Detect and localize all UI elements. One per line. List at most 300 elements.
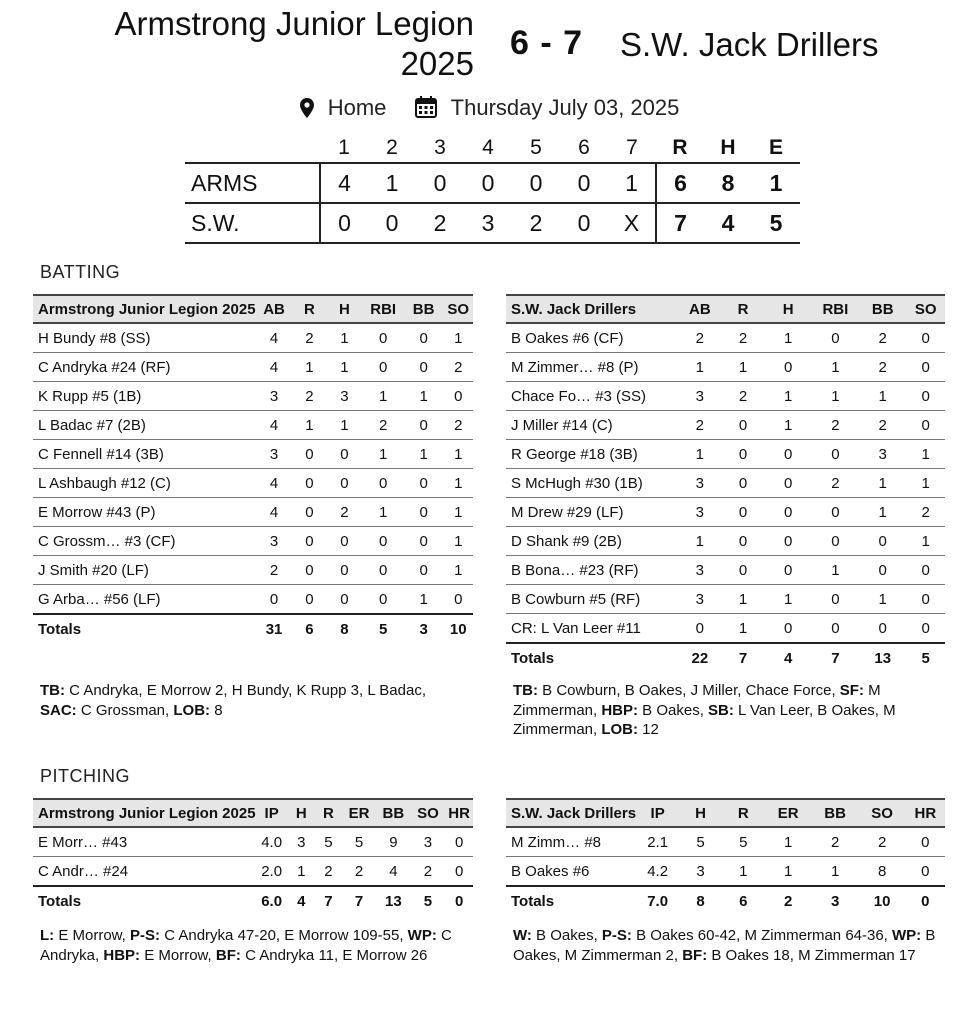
stat-cell: 0 <box>445 827 473 857</box>
linescore-col: 3 <box>434 136 446 159</box>
stat-cell: 5 <box>679 827 722 857</box>
stat-cell: 4 <box>376 857 411 887</box>
totals-label: Totals <box>33 886 256 915</box>
stat-cell: 1 <box>722 353 765 382</box>
column-header: SO <box>444 295 474 323</box>
table-row <box>33 469 473 498</box>
stat-cell: 1 <box>404 585 444 615</box>
table-row <box>33 382 473 411</box>
note-text: B Oakes 60-42, M Zimmerman 64-36, <box>631 927 893 944</box>
note-text: B Oakes, M Zimmerman 2, <box>513 927 936 964</box>
linescore-col: 1 <box>338 136 350 159</box>
stat-cell: 3 <box>256 527 293 556</box>
stat-cell: 1 <box>363 498 404 527</box>
stat-cell: 0 <box>293 585 327 615</box>
total-cell: 10 <box>859 886 906 915</box>
inning-score: 0 <box>368 203 416 243</box>
stat-cell: 8 <box>859 857 906 887</box>
table-row <box>506 440 945 469</box>
inning-score: 4 <box>320 163 368 203</box>
stat-cell: 2 <box>678 411 721 440</box>
table-row <box>33 585 473 615</box>
note-text: M Zimmerman, <box>513 682 881 719</box>
note-text: 8 <box>210 701 223 719</box>
total-cell: 0 <box>906 886 945 915</box>
table-header-row <box>506 295 945 323</box>
stat-cell: 2 <box>906 498 945 527</box>
note-label: HBP: <box>601 701 639 719</box>
note-label: TB: <box>40 682 65 699</box>
stat-cell: 3 <box>678 382 721 411</box>
team-name-header: Armstrong Junior Legion 2025 <box>33 295 256 323</box>
table-header-row <box>506 799 945 827</box>
column-header: ER <box>765 799 812 827</box>
linescore-col-runs: R <box>672 136 688 159</box>
stat-cell: 0 <box>678 614 721 644</box>
stat-cell: 1 <box>444 556 474 585</box>
stat-cell: 3 <box>256 382 293 411</box>
column-header: R <box>315 799 342 827</box>
inning-score: 0 <box>416 163 464 203</box>
column-header: RBI <box>812 295 859 323</box>
table-row <box>506 857 945 887</box>
total-cell: 4 <box>288 886 315 915</box>
player-name: J Miller #14 (C) <box>506 411 678 440</box>
inning-score: 0 <box>560 203 608 243</box>
stat-cell: 1 <box>404 382 444 411</box>
note-label: TB: <box>513 682 538 699</box>
linescore-team: S.W. <box>185 203 320 243</box>
table-row <box>506 411 945 440</box>
stat-cell: 1 <box>326 411 362 440</box>
stat-cell: 2.1 <box>636 827 679 857</box>
inning-score: 0 <box>512 163 560 203</box>
team-name-header: S.W. Jack Drillers <box>506 295 678 323</box>
totals-row <box>33 614 473 643</box>
note-text: C Andryka, <box>40 927 452 964</box>
total-cell: 13 <box>859 643 906 672</box>
table-row <box>33 527 473 556</box>
stat-cell: 0 <box>444 382 474 411</box>
player-name: B Oakes #6 (CF) <box>506 323 678 353</box>
linescore-row <box>185 163 800 203</box>
total-cell: 5 <box>906 643 945 672</box>
stat-cell: 2 <box>678 323 721 353</box>
game-meta <box>0 94 979 121</box>
column-header: SO <box>411 799 446 827</box>
player-name: M Zimmer… #8 (P) <box>506 353 678 382</box>
stat-cell: 1 <box>765 382 812 411</box>
table-row <box>506 498 945 527</box>
total-runs: 6 <box>656 163 704 203</box>
player-name: M Drew #29 (LF) <box>506 498 678 527</box>
stat-cell: 0 <box>444 585 474 615</box>
column-header: BB <box>404 295 444 323</box>
stat-cell: 2 <box>315 857 342 887</box>
stat-cell: 0 <box>722 411 765 440</box>
note-label: P-S: <box>130 927 161 944</box>
stat-cell: 3 <box>678 556 721 585</box>
player-name: G Arba… #56 (LF) <box>33 585 256 615</box>
stat-cell: 2 <box>722 323 765 353</box>
table-row <box>33 411 473 440</box>
column-header: SO <box>859 799 906 827</box>
total-cell: 6 <box>722 886 765 915</box>
stat-cell: 0 <box>293 469 327 498</box>
stat-cell: 0 <box>765 469 812 498</box>
player-name: C Andr… #24 <box>33 857 256 887</box>
total-cell: 7.0 <box>636 886 679 915</box>
table-row <box>506 323 945 353</box>
table-row <box>506 353 945 382</box>
stat-cell: 0 <box>906 382 945 411</box>
stat-cell: 0 <box>765 614 812 644</box>
note-text: E Morrow, <box>140 946 216 964</box>
stat-cell: 3 <box>859 440 906 469</box>
note-label: HBP: <box>103 946 141 964</box>
note-label: WP: <box>892 927 922 944</box>
player-name: R George #18 (3B) <box>506 440 678 469</box>
stat-cell: 0 <box>326 469 362 498</box>
stat-cell: 1 <box>678 440 721 469</box>
stat-cell: 4 <box>256 323 293 353</box>
column-header: H <box>326 295 362 323</box>
player-name: K Rupp #5 (1B) <box>33 382 256 411</box>
stat-cell: 0 <box>445 857 473 887</box>
total-cell: 31 <box>256 614 293 643</box>
stat-cell: 1 <box>765 323 812 353</box>
stat-cell: 0 <box>363 469 404 498</box>
table-row <box>33 323 473 353</box>
stat-cell: 0 <box>906 827 945 857</box>
note-text: C Andryka 47-20, E Morrow 109-55, <box>160 927 408 944</box>
linescore-team: ARMS <box>185 163 320 203</box>
stat-cell: 1 <box>722 614 765 644</box>
stat-cell: 4.0 <box>256 827 288 857</box>
stat-cell: 2 <box>859 353 906 382</box>
linescore-col: 7 <box>626 136 638 159</box>
player-name: L Ashbaugh #12 (C) <box>33 469 256 498</box>
stat-cell: 2 <box>293 323 327 353</box>
total-cell: 4 <box>765 643 812 672</box>
column-header: IP <box>256 799 288 827</box>
column-header: BB <box>859 295 906 323</box>
stat-cell: 0 <box>404 323 444 353</box>
total-cell: 7 <box>722 643 765 672</box>
note-label: LOB: <box>173 701 211 719</box>
stat-cell: 0 <box>906 556 945 585</box>
stat-cell: 2 <box>859 827 906 857</box>
column-header: IP <box>636 799 679 827</box>
table-row <box>506 382 945 411</box>
totals-row <box>506 643 945 672</box>
note-label: SB: <box>708 701 734 719</box>
table-row <box>33 353 473 382</box>
note-label: LOB: <box>601 721 639 738</box>
stat-cell: 0 <box>859 614 906 644</box>
batting-section-title: BATTING <box>40 262 121 282</box>
stat-cell: 1 <box>444 469 474 498</box>
stat-cell: 0 <box>722 440 765 469</box>
total-cell: 6.0 <box>256 886 288 915</box>
player-name: B Oakes #6 <box>506 857 636 887</box>
stat-cell: 0 <box>404 498 444 527</box>
stat-cell: 0 <box>293 440 327 469</box>
stat-cell: 3 <box>679 857 722 887</box>
stat-cell: 0 <box>812 323 859 353</box>
linescore-table <box>185 134 800 244</box>
stat-cell: 0 <box>906 614 945 644</box>
player-name: C Andryka #24 (RF) <box>33 353 256 382</box>
note-text: B Cowburn, B Oakes, J Miller, Chace Force, <box>538 682 840 699</box>
final-score: 6 - 7 <box>510 24 584 62</box>
table-row <box>506 827 945 857</box>
total-hits: 4 <box>704 203 752 243</box>
stat-cell: 0 <box>812 498 859 527</box>
map-pin-icon <box>300 95 314 121</box>
stat-cell: 1 <box>906 527 945 556</box>
player-name: Chace Fo… #3 (SS) <box>506 382 678 411</box>
stat-cell: 1 <box>444 498 474 527</box>
linescore-header <box>185 134 800 163</box>
total-cell: 2 <box>765 886 812 915</box>
stat-cell: 0 <box>363 585 404 615</box>
stat-cell: 0 <box>326 585 362 615</box>
stat-cell: 0 <box>765 498 812 527</box>
total-cell: 7 <box>342 886 376 915</box>
total-runs: 7 <box>656 203 704 243</box>
column-header: H <box>288 799 315 827</box>
stat-cell: 2 <box>363 411 404 440</box>
batting-table-away <box>506 294 945 672</box>
stat-cell: 1 <box>859 498 906 527</box>
stat-cell: 0 <box>765 353 812 382</box>
stat-cell: 2 <box>722 382 765 411</box>
stat-cell: 4 <box>256 498 293 527</box>
inning-score: 1 <box>608 163 656 203</box>
location-label: Home <box>327 95 387 121</box>
note-text: C Andryka, E Morrow 2, H Bundy, K Rupp 3, L Badac, <box>65 682 427 699</box>
stat-cell: 0 <box>363 353 404 382</box>
total-cell: 3 <box>812 886 859 915</box>
stat-cell: 0 <box>906 323 945 353</box>
note-label: SAC: <box>40 701 77 719</box>
stat-cell: 0 <box>812 614 859 644</box>
column-header: BB <box>812 799 859 827</box>
player-name: E Morr… #43 <box>33 827 256 857</box>
stat-cell: 0 <box>256 585 293 615</box>
stat-cell: 5 <box>315 827 342 857</box>
note-label: W: <box>513 927 532 944</box>
stat-cell: 0 <box>722 498 765 527</box>
stat-cell: 1 <box>293 353 327 382</box>
total-cell: 8 <box>326 614 362 643</box>
player-name: B Bona… #23 (RF) <box>506 556 678 585</box>
stat-cell: 0 <box>363 323 404 353</box>
total-cell: 10 <box>444 614 474 643</box>
player-name: C Grossm… #3 (CF) <box>33 527 256 556</box>
column-header: H <box>679 799 722 827</box>
player-name: E Morrow #43 (P) <box>33 498 256 527</box>
inning-score: 0 <box>320 203 368 243</box>
column-header: R <box>722 295 765 323</box>
note-label: P-S: <box>601 927 632 944</box>
stat-cell: 1 <box>678 527 721 556</box>
player-name: B Cowburn #5 (RF) <box>506 585 678 614</box>
team-name-header: Armstrong Junior Legion 2025 <box>33 799 256 827</box>
stat-cell: 1 <box>363 440 404 469</box>
stat-cell: 0 <box>326 440 362 469</box>
stat-cell: 1 <box>678 353 721 382</box>
total-errors: 5 <box>752 203 800 243</box>
stat-cell: 2 <box>812 827 859 857</box>
note-label: SF: <box>839 682 864 699</box>
linescore-col-hits: H <box>720 136 736 159</box>
total-cell: 0 <box>445 886 473 915</box>
stat-cell: 9 <box>376 827 411 857</box>
note-text: B Oakes 18, M Zimmerman 17 <box>707 946 916 964</box>
total-cell: 5 <box>411 886 446 915</box>
total-cell: 6 <box>293 614 327 643</box>
column-header: AB <box>678 295 721 323</box>
stat-cell: 3 <box>288 827 315 857</box>
stat-cell: 0 <box>293 498 327 527</box>
column-header: AB <box>256 295 293 323</box>
pitching-notes-home <box>40 926 470 965</box>
stat-cell: 0 <box>404 556 444 585</box>
stat-cell: 0 <box>326 556 362 585</box>
stat-cell: 5 <box>722 827 765 857</box>
stat-cell: 1 <box>765 827 812 857</box>
stat-cell: 0 <box>404 469 444 498</box>
stat-cell: 2 <box>444 353 474 382</box>
player-name: S McHugh #30 (1B) <box>506 469 678 498</box>
note-text: B Oakes, <box>531 927 602 944</box>
stat-cell: 2 <box>812 469 859 498</box>
stat-cell: 1 <box>363 382 404 411</box>
linescore-col: 5 <box>530 136 542 159</box>
stat-cell: 3 <box>678 585 721 614</box>
stat-cell: 4 <box>256 353 293 382</box>
stat-cell: 0 <box>404 411 444 440</box>
stat-cell: 3 <box>256 440 293 469</box>
calendar-icon <box>415 95 437 121</box>
table-row <box>506 469 945 498</box>
stat-cell: 0 <box>906 353 945 382</box>
away-team-title: S.W. Jack Drillers <box>620 26 879 63</box>
stat-cell: 1 <box>722 585 765 614</box>
note-text: B Oakes, <box>638 701 709 719</box>
stat-cell: 0 <box>906 857 945 887</box>
total-cell: 5 <box>363 614 404 643</box>
player-name: H Bundy #8 (SS) <box>33 323 256 353</box>
stat-cell: 0 <box>363 527 404 556</box>
total-cell: 3 <box>404 614 444 643</box>
table-row <box>33 498 473 527</box>
table-row <box>506 556 945 585</box>
total-cell: 7 <box>812 643 859 672</box>
stat-cell: 0 <box>812 440 859 469</box>
inning-score: 0 <box>560 163 608 203</box>
total-hits: 8 <box>704 163 752 203</box>
stat-cell: 0 <box>722 469 765 498</box>
totals-label: Totals <box>506 643 678 672</box>
note-text: C Grossman, <box>76 701 174 719</box>
home-team-name: Armstrong Junior Legion <box>114 5 474 42</box>
stat-cell: 1 <box>765 857 812 887</box>
pitching-notes-away <box>513 926 953 965</box>
column-header: H <box>765 295 812 323</box>
stat-cell: 3 <box>678 469 721 498</box>
stat-cell: 0 <box>906 411 945 440</box>
linescore-col-errors: E <box>768 136 783 159</box>
stat-cell: 0 <box>722 527 765 556</box>
stat-cell: 1 <box>859 469 906 498</box>
stat-cell: 1 <box>404 440 444 469</box>
linescore-col: 4 <box>482 136 494 159</box>
pitching-section-title: PITCHING <box>40 766 131 786</box>
stat-cell: 1 <box>906 469 945 498</box>
note-text: C Andryka 11, E Morrow 26 <box>240 946 428 964</box>
batting-notes-home <box>40 681 460 720</box>
stat-cell: 0 <box>404 353 444 382</box>
linescore-row <box>185 203 800 243</box>
note-text: 12 <box>638 721 659 738</box>
table-row <box>33 440 473 469</box>
stat-cell: 0 <box>404 527 444 556</box>
stat-cell: 2 <box>859 323 906 353</box>
stat-cell: 1 <box>812 556 859 585</box>
column-header: R <box>722 799 765 827</box>
column-header: RBI <box>363 295 404 323</box>
home-team-title <box>60 4 474 84</box>
linescore-col: 2 <box>386 136 398 159</box>
note-label: BF: <box>215 946 241 964</box>
stat-cell: 0 <box>812 585 859 614</box>
stat-cell: 3 <box>411 827 446 857</box>
stat-cell: 4 <box>256 411 293 440</box>
inning-score: 1 <box>368 163 416 203</box>
table-row <box>506 527 945 556</box>
home-team-season: 2025 <box>400 45 474 82</box>
stat-cell: 1 <box>812 857 859 887</box>
stat-cell: 2 <box>342 857 376 887</box>
stat-cell: 0 <box>859 527 906 556</box>
note-label: WP: <box>407 927 437 944</box>
game-date: Thursday July 03, 2025 <box>450 95 680 121</box>
batting-table-home <box>33 294 473 643</box>
stat-cell: 0 <box>765 527 812 556</box>
total-errors: 1 <box>752 163 800 203</box>
stat-cell: 1 <box>812 353 859 382</box>
totals-label: Totals <box>33 614 256 643</box>
table-row <box>506 614 945 644</box>
note-text: E Morrow, <box>54 927 131 944</box>
linescore-col: 6 <box>578 136 590 159</box>
stat-cell: 0 <box>293 556 327 585</box>
column-header: HR <box>906 799 945 827</box>
stat-cell: 3 <box>678 498 721 527</box>
stat-cell: 2 <box>812 411 859 440</box>
player-name: D Shank #9 (2B) <box>506 527 678 556</box>
total-cell: 7 <box>315 886 342 915</box>
team-name-header: S.W. Jack Drillers <box>506 799 636 827</box>
totals-row <box>506 886 945 915</box>
pitching-table-home <box>33 798 473 915</box>
player-name: C Fennell #14 (3B) <box>33 440 256 469</box>
total-cell: 13 <box>376 886 411 915</box>
stat-cell: 0 <box>765 440 812 469</box>
